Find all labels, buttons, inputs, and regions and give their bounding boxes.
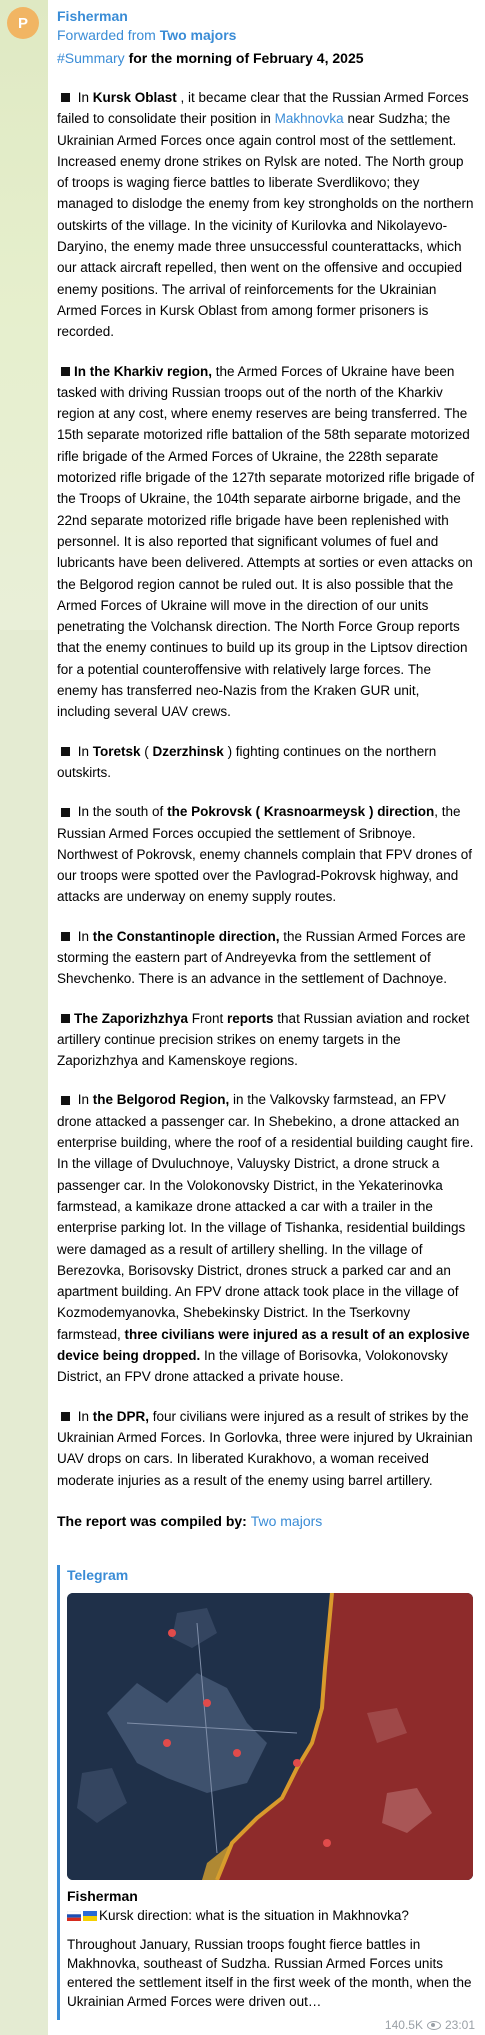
- message-meta: [385, 2018, 475, 2032]
- paragraph-dpr: In the DPR, four civilians were injured as a result of strikes by the Ukrainian Armed Forces. In Gorlovka, three were injured by Ukrainian UAV drops on cars. In liberated Kurakhovo, a woman received moderate injuries as a result of the enemy using barrel artillery.: [57, 1408, 473, 1488]
- black-square-icon: [61, 1412, 70, 1421]
- black-square-icon: [61, 1096, 70, 1105]
- preview-site-name: Telegram: [67, 1567, 129, 1583]
- paragraph-pokrovsk: In the south of the Pokrovsk ( Krasnoarmeysk ) direction, the Russian Armed Forces occupied the settlement of Sribnoye. Northwest of Pokrovsk, enemy channels complain that FPV drones of our troops were spotted over the Pavlograd-Pokrovsk highway, and attacks are underway on enemy supply routes.: [57, 804, 472, 905]
- compiled-by: The report was compiled by: Two majors: [57, 1512, 323, 1529]
- black-square-icon: [61, 93, 70, 102]
- ukraine-flag-icon: [83, 1911, 97, 1921]
- black-square-icon: [61, 808, 70, 817]
- two-majors-link[interactable]: Two majors: [250, 1512, 323, 1529]
- forwarded-header: Forwarded from Two majors: [57, 27, 237, 43]
- map-illustration: [67, 1593, 473, 1880]
- eye-icon: [427, 2021, 441, 2030]
- paragraph-constantinople: In the Constantinople direction, the Russian Armed Forces are storming the eastern part of Andreyevka from the settlement of Shevchenko. There is an advance in the settlement of Dachnoye.: [57, 928, 466, 987]
- preview-description: Throughout January, Russian troops fought fierce battles in Makhnovka, southeast of Sudzha. Russian Armed Forces units entered the settlement itself in the first week of the month, when the Ukrainian Armed Forces were driven out…: [67, 1937, 472, 2009]
- paragraph-zaporizhzhya: The Zaporizhzhya Front reports that Russian aviation and rocket artillery continue precision strikes on enemy targets in the Zaporizhzhya and Kamenskoye regions.: [57, 1010, 470, 1069]
- black-square-icon: [61, 932, 70, 941]
- paragraph-toretsk: In Toretsk ( Dzerzhinsk ) fighting continues on the northern outskirts.: [57, 743, 437, 780]
- black-square-icon: [61, 367, 70, 376]
- link-preview[interactable]: [57, 1565, 482, 2020]
- message-time: 23:01: [444, 2018, 475, 2032]
- sender-name[interactable]: Fisherman: [57, 8, 128, 24]
- russia-flag-icon: [67, 1911, 81, 1921]
- paragraph-kursk: In Kursk Oblast , it became clear that the Russian Armed Forces failed to consolidate their position in Makhnovka near Sudzha; the Ukrainian Armed Forces once again control most of the settlement. Increased enemy drone strikes on Rylsk are noted. The North group of troops is waging fierce battles to liberate Sverdlikovo; they managed to dislodge the enemy from key strongholds on the northern outskirts of the village. In the vicinity of Kurilovka and Nikolayevo-Daryino, the enemy made three unsuccessful counterattacks, which our attack aircraft repelled, then went on the offensive and occupied enemy positions. The arrival of reinforcements for the Ukrainian Armed Forces in Kursk Oblast from among former prisoners is recorded.: [57, 90, 474, 340]
- message-bubble: [48, 0, 485, 2035]
- avatar[interactable]: P: [7, 7, 39, 39]
- hashtag-link[interactable]: #Summary: [57, 50, 125, 66]
- black-square-icon: [61, 747, 70, 756]
- preview-title: Fisherman: [67, 1888, 138, 1904]
- paragraph-belgorod: In the Belgorod Region, in the Valkovsky farmstead, an FPV drone attacked a passenger car. In Shebekino, a drone attacked an enterprise building, where the roof of a residential building caught fire. In the village of Dvuluchnoye, Valuysky District, a drone struck a passenger car. In the Volokonovsky District, in the Yekaterinovka farmstead, a kamikaze drone attacked a car with a trailer in the enterprise parking lot. In the village of Tishanka, residential buildings were damaged as a result of artillery shelling. In the village of Berezovka, Borisovsky District, drones struck a parked car and an apartment building. An FPV drone attack took place in the village of Kozmodemyanovka, Shebekinsky District. In the Tserkovny farmstead, three civilians were injured as a result of an explosive device being dropped. In the village of Borisovka, Volokonovsky District, an FPV drone attacked a private house.: [57, 1092, 474, 1385]
- preview-map-image[interactable]: [67, 1593, 473, 1880]
- view-count: 140.5K: [384, 2018, 423, 2032]
- preview-subtitle: Kursk direction: what is the situation in Makhnovka?: [67, 1908, 482, 1923]
- black-square-icon: [61, 1014, 70, 1023]
- forwarded-from-link[interactable]: Two majors: [159, 27, 237, 43]
- paragraph-kharkiv: In the Kharkiv region, the Armed Forces of Ukraine have been tasked with driving Russian troops out of the north of the Kharkiv region at any cost, where enemy reserves are being transferred. The 15th separate motorized rifle battalion of the 58th separate motorized rifle brigade of the Armed Forces of Ukraine, the 228th separate motorized rifle brigade of the 127th separate motorized rifle brigade of the Troops of Ukraine, the 104th separate airborne brigade, and the 22nd separate motorized rifle brigade have been replenished with personnel. It is also reported that significant volumes of fuel and lubricants have been delivered. Attempts at sorties or even attacks on the Belgorod region cannot be ruled out. It is also possible that the Armed Forces of Ukraine will move in the direction of our units penetrating the Volchansk direction. The North Force Group reports that the enemy continues to build up its group in the Liptsov direction for a potential counteroffensive with relatively large forces. The enemy has transferred neo-Nazis from the Kraken GUR unit, including several UAV crews.: [57, 363, 475, 720]
- summary-title: #Summary for the morning of February 4, 2025: [57, 50, 364, 66]
- makhnovka-link[interactable]: Makhnovka: [274, 111, 344, 127]
